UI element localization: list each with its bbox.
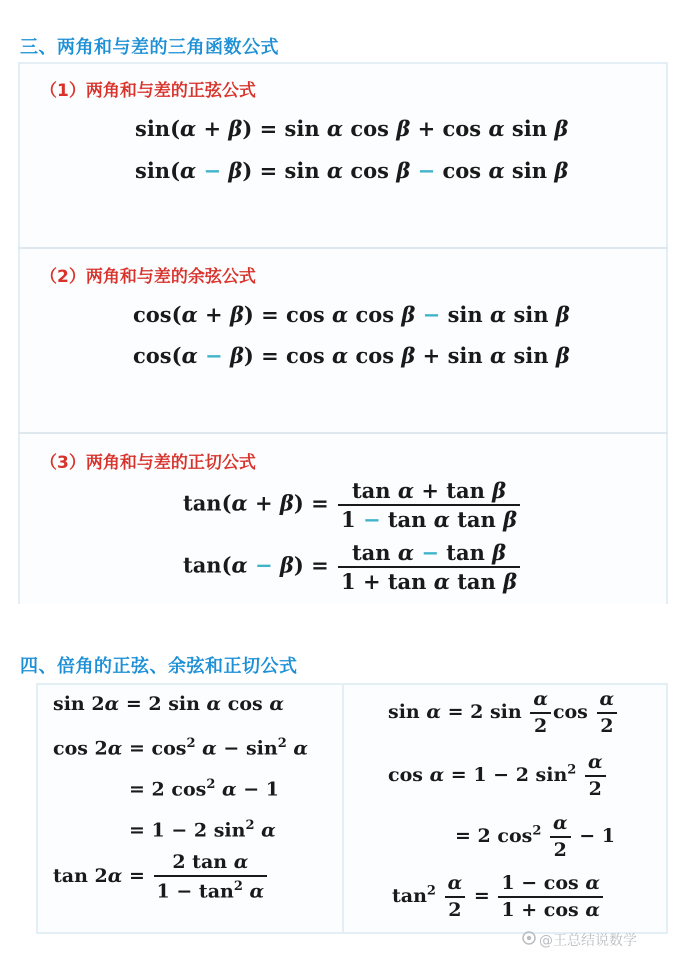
fraction: $\frac{\alpha}{2}$ [585, 753, 606, 799]
fraction: $\frac{\text{1 − cos α}}{\text{1 + cos α}}$ [498, 874, 603, 920]
tangent-half-angle-formula: $\tan^2$ $\frac{\alpha}{2}$ = $\frac{\text{1 − cos α}}{\text{1 + cos α}}$ [392, 874, 605, 920]
sine-subtitle: （1）两角和与差的正弦公式 [40, 81, 256, 101]
cosine-sum-formula: cos(α + β) = cos α cos β − sin α sin β [133, 302, 570, 327]
cosine-half-angle-form2: = 2 $\cos^2$ $\frac{\alpha}{2}$ − 1 [455, 812, 615, 861]
tangent-subtitle: （3）两角和与差的正切公式 [40, 453, 256, 473]
watermark-text: @王总结说数学 [539, 933, 637, 949]
cosine-half-angle-formula: cos α = 1 − 2 $\sin^2$ $\frac{\alpha}{2}$ [388, 753, 608, 799]
double-cosine-formula: $\cos 2\alpha = \cos^2 \alpha - \sin^2 \alpha$ [53, 736, 308, 760]
tangent-difference-formula: tan(α − β) = $\frac{\text{tan α − tan β}}{\text{1 + tan α tan β}}$ [183, 542, 522, 592]
section4-title: 四、倍角的正弦、余弦和正切公式 [20, 656, 298, 677]
double-sine-formula: sin 2α = 2 sin α cos α [53, 693, 284, 715]
fraction: $\frac{\alpha}{2}$ [445, 874, 466, 920]
sine-sum-formula: sin(α + β) = sin α cos β + cos α sin β [135, 116, 569, 141]
divider [18, 432, 668, 434]
fraction: $\frac{\text{tan α − tan β}}{\text{1 + tan α tan β}}$ [338, 542, 520, 592]
double-tangent-formula: tan 2α = $\frac{\text{2 tan α}}{1 - \tan^2 \alpha}$ [53, 853, 269, 901]
weibo-at-icon [522, 931, 536, 949]
watermark [522, 930, 637, 950]
section3-title: 三、两角和与差的三角函数公式 [20, 37, 279, 58]
sine-difference-formula: sin(α − β) = sin α cos β − cos α sin β [135, 158, 569, 183]
fraction: $\frac{\text{2 tan α}}{1 - \tan^2 \alpha}$ [154, 853, 268, 901]
double-cosine-form2: = 2 $\cos^2 \alpha - 1$ [129, 777, 279, 801]
fraction: $\frac{\alpha}{2}$ [550, 814, 571, 860]
divider [18, 247, 668, 249]
sine-half-angle-formula: sin α = 2 sin $\frac{\alpha}{2}$ cos $\frac{\alpha}{2}$ [388, 690, 619, 736]
cosine-difference-formula: cos(α − β) = cos α cos β + sin α sin β [133, 343, 570, 368]
fraction: $\frac{\alpha}{2}$ [530, 690, 551, 736]
fraction: $\frac{\alpha}{2}$ [597, 690, 618, 736]
cosine-subtitle: （2）两角和与差的余弦公式 [40, 267, 256, 287]
fraction: $\frac{\text{tan α + tan β}}{\text{1 − tan α tan β}}$ [338, 480, 520, 530]
double-cosine-form3: = 1 − 2 $\sin^2 \alpha$ [129, 818, 276, 842]
tangent-sum-formula: tan(α + β) = $\frac{\text{tan α + tan β}}{\text{1 − tan α tan β}}$ [183, 480, 522, 530]
